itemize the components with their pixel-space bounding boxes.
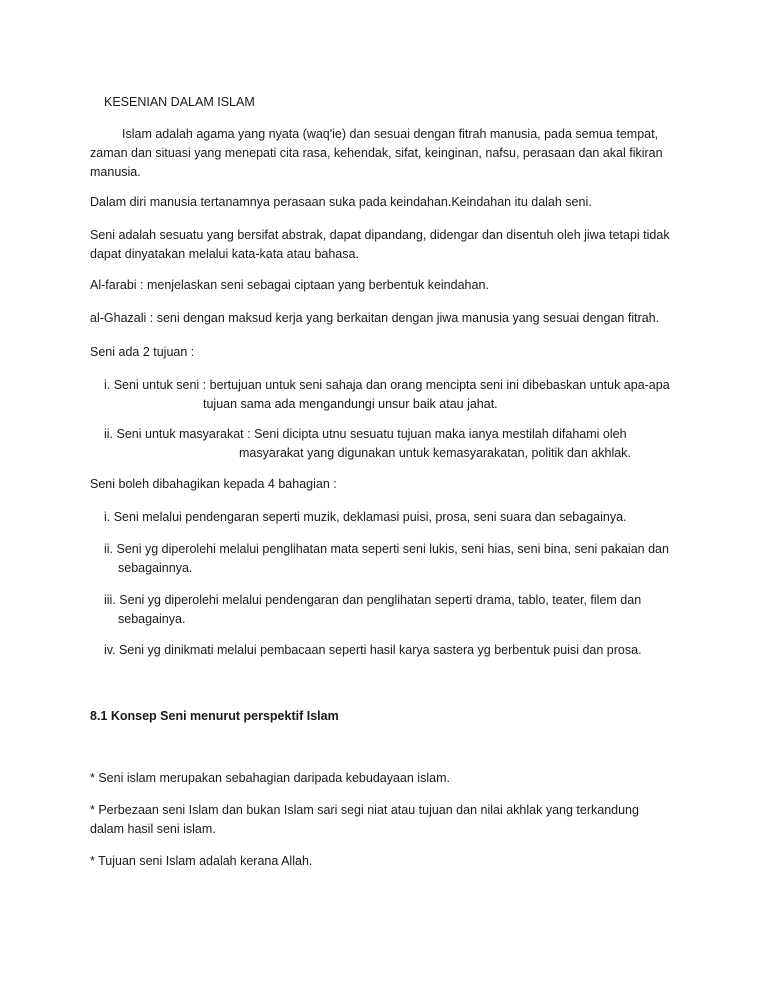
bahagian-heading: Seni boleh dibahagikan kepada 4 bahagian : [90,477,337,491]
tujuan-item-1-line-1: i. Seni untuk seni : bertujuan untuk seni sahaja dan orang mencipta seni ini dibebaskan untuk apa-apa [104,378,670,392]
bullet-2-line-2: dalam hasil seni islam. [90,822,216,836]
intro-line-3: manusia. [90,165,141,179]
bahagian-item-1: i. Seni melalui pendengaran seperti muzik, deklamasi puisi, prosa, seni suara dan sebagainya. [104,510,627,524]
bahagian-item-3-line-2: sebagainya. [118,612,186,626]
bahagian-item-2-line-2: sebagainnya. [118,561,193,575]
paragraph-diri: Dalam diri manusia tertanamnya perasaan suka pada keindahan.Keindahan itu dalah seni. [90,195,592,209]
section-heading: 8.1 Konsep Seni menurut perspektif Islam [90,709,339,723]
paragraph-seni-line-2: dapat dinyatakan melalui kata-kata atau bahasa. [90,247,359,261]
bahagian-item-3-line-1: iii. Seni yg diperolehi melalui pendengaran dan penglihatan seperti drama, tablo, teater, filem dan [104,593,642,607]
tujuan-item-2-line-2: masyarakat yang digunakan untuk kemasyarakatan, politik dan akhlak. [239,446,631,460]
document-title: KESENIAN DALAM ISLAM [104,95,255,109]
bullet-1: * Seni islam merupakan sebahagian daripada kebudayaan islam. [90,771,450,785]
bullet-2-line-1: * Perbezaan seni Islam dan bukan Islam sari segi niat atau tujuan dan nilai akhlak yang terkandung [90,803,639,817]
bahagian-item-4: iv. Seni yg dinikmati melalui pembacaan seperti hasil karya sastera yg berbentuk puisi dan prosa. [104,643,642,657]
intro-line-2: zaman dan situasi yang menepati cita rasa, kehendak, sifat, keinginan, nafsu, perasaan dan akal fikiran [90,146,663,160]
bahagian-item-2-line-1: ii. Seni yg diperolehi melalui penglihatan mata seperti seni lukis, seni hias, seni bina, seni pakaian dan [104,542,669,556]
paragraph-ghazali: al-Ghazali : seni dengan maksud kerja yang berkaitan dengan jiwa manusia yang sesuai dengan fitrah. [90,311,660,325]
paragraph-seni-line-1: Seni adalah sesuatu yang bersifat abstrak, dapat dipandang, didengar dan disentuh oleh jiwa tetapi tidak [90,228,670,242]
intro-line-1: Islam adalah agama yang nyata (waq'ie) dan sesuai dengan fitrah manusia, pada semua tempat, [122,127,659,141]
tujuan-item-1-line-2: tujuan sama ada mengandungi unsur baik atau jahat. [203,397,498,411]
tujuan-heading: Seni ada 2 tujuan : [90,345,195,359]
tujuan-item-2-line-1: ii. Seni untuk masyarakat : Seni dicipta utnu sesuatu tujuan maka ianya mestilah difahami oleh [104,427,627,441]
paragraph-farabi: Al-farabi : menjelaskan seni sebagai ciptaan yang berbentuk keindahan. [90,278,489,292]
bullet-3: * Tujuan seni Islam adalah kerana Allah. [90,854,313,868]
